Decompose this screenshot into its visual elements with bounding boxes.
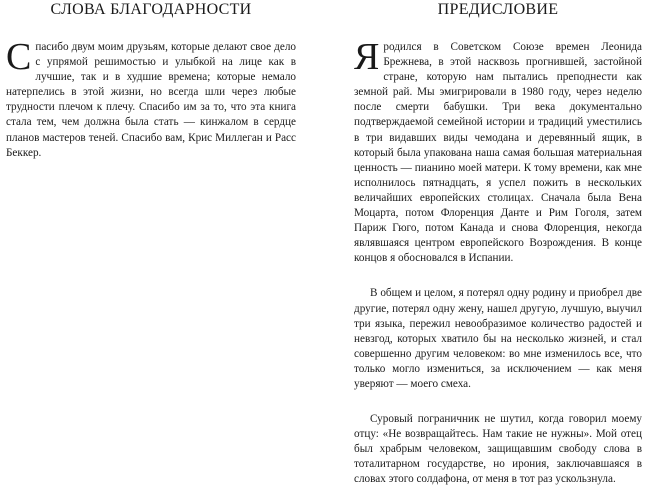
acknowledgements-body: пасибо двум моим друзьям, которые делают свое дело с упрямой решимостью и улыбкой на лице как в лучшие, так и в худшие времена; которые немало натерпелись в этой жизни, но всегда шли через любые трудности плечом к плечу. Спасибо им за то, что эта книга стала тем, чем должна была стать — кинжалом в сердце планов мастеров теней. Спасибо вам, Крис Миллеган и Расс Беккер. (6, 41, 296, 159)
dropcap-letter: С (6, 36, 32, 78)
preface-paragraph-1-body: родился в Советском Союзе времен Леонида Брежнева, в этой насквозь прогнившей, застойной стране, которую нам пытались преподнести как земной рай. Мы эмигрировали в 1980 году, через неделю после смерти бабушки. Три века документально подтверждаемой семейной истории и традиций уместились в три видавших виды чемодана и деревянный ящик, в который была упакована наша самая большая материальная ценность — пианино моей матери. К тому времени, как мне исполнилось пятнадцать, я успел пожить в нескольких величайших европейских столицах. Сначала была Вена Моцарта, потом Флоренция Данте и Рим Гоголя, затем Париж Гюго, потом Канада и снова Флоренция, некогда являвшаяся центром европейского Возрождения. В конце концов я обосновался в Испании. (354, 41, 642, 265)
preface-paragraph-2: В общем и целом, я потерял одну родину и приобрел две другие, потерял одну жену, нашел другую, лучшую, выучил три языка, пережил невообразимое количество радостей и невзгод, которых хватило бы на несколько жизней, и стал совершенно другим человеком: во мне изменилось все, что только могло измениться, за исключением — как меня уверяют — моего смеха. (354, 287, 642, 390)
dropcap-letter: Я (354, 36, 380, 78)
preface-paragraph-3: Суровый пограничник не шутил, когда говорил моему отцу: «Не возвращайтесь. Нам такие не нужны». Мой отец был храбрым человеком, защищавшим свободу слова в тоталитарном государстве, но ирония, заключавшаяся в словах этого солдафона, от меня в тот раз ускользнула. (354, 413, 642, 486)
left-page (6, 0, 296, 416)
acknowledgements-text (6, 36, 296, 161)
right-page (354, 0, 642, 486)
acknowledgements-title: СЛОВА БЛАГОДАРНОСТИ (50, 1, 252, 18)
preface-title: ПРЕДИСЛОВИЕ (437, 1, 559, 18)
preface-paragraph-1 (354, 36, 642, 266)
